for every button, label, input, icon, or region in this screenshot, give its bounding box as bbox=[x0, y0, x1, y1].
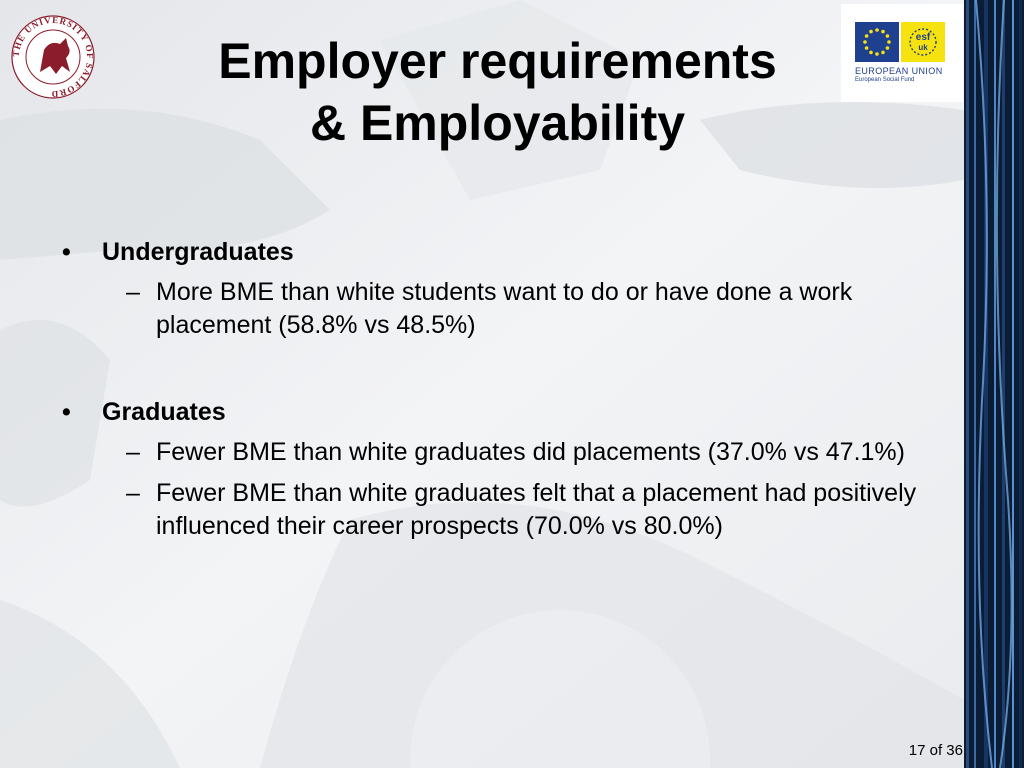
university-of-salford-logo bbox=[10, 14, 96, 100]
section-heading-text: Graduates bbox=[102, 398, 226, 426]
bullet-icon: • bbox=[62, 398, 71, 426]
section-heading-undergraduates bbox=[62, 236, 942, 268]
dash-icon: – bbox=[126, 479, 140, 507]
section-heading-graduates bbox=[62, 396, 942, 428]
slide-title bbox=[160, 30, 835, 154]
slide-title-line-2: & Employability bbox=[309, 95, 686, 151]
eu-subtitle: European Social Fund bbox=[855, 77, 915, 83]
university-arc-text: THE UNIVERSITY OF SALFORD bbox=[10, 14, 96, 100]
section-heading-text: Undergraduates bbox=[102, 238, 294, 266]
list-item bbox=[62, 276, 942, 342]
right-decorative-strip bbox=[964, 0, 1024, 768]
slide-content bbox=[62, 236, 942, 543]
european-union-logo bbox=[841, 4, 963, 102]
eu-name: EUROPEAN UNION bbox=[855, 66, 943, 76]
list-item bbox=[62, 436, 942, 469]
dash-icon: – bbox=[126, 438, 140, 466]
list-item-text: More BME than white students want to do or have done a work placement (58.8% vs 48.5%) bbox=[156, 278, 853, 339]
list-item-text: Fewer BME than white graduates did placements (37.0% vs 47.1%) bbox=[156, 438, 905, 466]
list-item-text: Fewer BME than white graduates felt that a placement had positively influenced their career prospects (70.0% vs 80.0%) bbox=[156, 479, 917, 540]
eu-flag-icon bbox=[855, 22, 899, 62]
list-item bbox=[62, 477, 942, 543]
page-number: 17 of 36 bbox=[908, 742, 963, 759]
svg-text:esf: esf bbox=[915, 32, 931, 43]
slide-title-line-1: Employer requirements bbox=[218, 33, 777, 89]
svg-text:uk: uk bbox=[918, 43, 928, 52]
esf-badge-icon bbox=[901, 22, 945, 62]
dash-icon: – bbox=[126, 278, 140, 306]
bullet-icon: • bbox=[62, 238, 71, 266]
